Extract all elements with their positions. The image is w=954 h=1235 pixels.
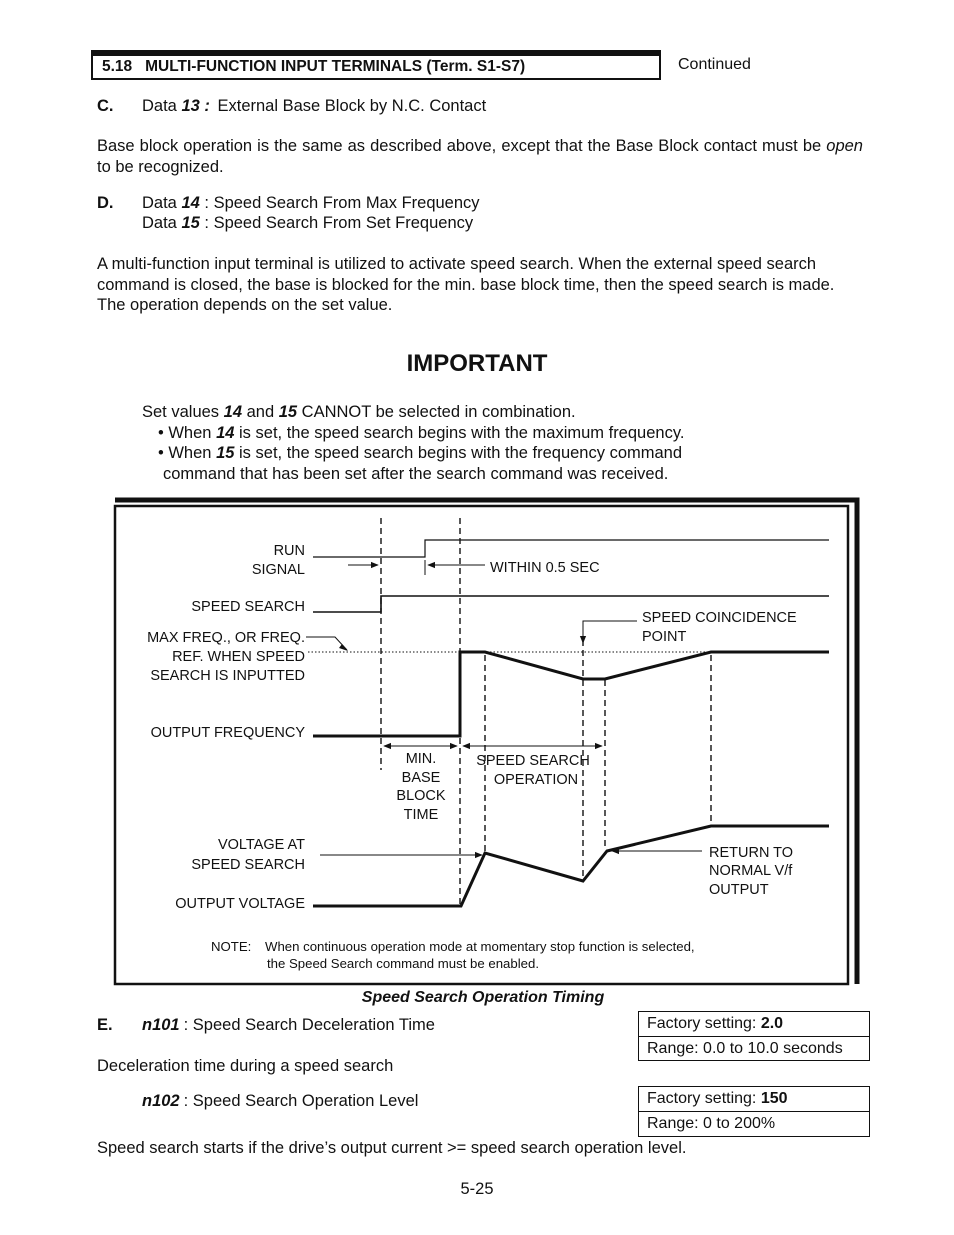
important-bullet-2 xyxy=(158,443,682,464)
section-title: 5.18 MULTI-FUNCTION INPUT TERMINALS (Term. S1-S7) xyxy=(102,58,526,75)
important-bullet-2-cont: command that has been set after the search command was received. xyxy=(163,465,669,483)
para-text-end: to be recognized. xyxy=(97,157,224,176)
value: 14 xyxy=(216,424,235,442)
text: • When xyxy=(158,424,212,442)
return-label-3: OUTPUT xyxy=(709,882,769,898)
note-line-1: When continuous operation mode at momentary stop function is selected, xyxy=(265,939,695,954)
n101-description: Deceleration time during a speed search xyxy=(97,1057,394,1075)
para-text: Base block operation is the same as described above, except that the Base Block contact must be xyxy=(97,137,822,155)
min-bb-label-1: MIN. xyxy=(405,751,437,767)
min-bb-label-2: BASE xyxy=(401,770,441,786)
important-bullet-1 xyxy=(158,423,684,444)
coincidence-label-1: SPEED COINCIDENCE xyxy=(642,610,797,626)
n101-heading xyxy=(142,1015,435,1036)
output-voltage-label: OUTPUT VOLTAGE xyxy=(175,896,305,912)
param-code: n101 xyxy=(142,1016,180,1034)
para-italic: open xyxy=(826,137,863,155)
run-label-2: SIGNAL xyxy=(251,562,305,578)
section-e-letter: E. xyxy=(97,1016,113,1034)
data-word: Data xyxy=(142,194,177,212)
section-d-letter: D. xyxy=(97,194,114,212)
value: 14 xyxy=(223,403,242,421)
return-label-2: NORMAL V/f xyxy=(709,863,793,879)
section-c-title: External Base Block by N.C. Contact xyxy=(217,97,487,115)
text: Set values xyxy=(142,403,220,421)
ss-op-label-1: SPEED SEARCH xyxy=(476,753,590,769)
factory-label: Factory setting: xyxy=(647,1090,757,1107)
coincidence-label-2: POINT xyxy=(642,629,687,645)
param-title: : Speed Search Operation Level xyxy=(183,1092,419,1110)
n102-factory-row xyxy=(639,1087,869,1111)
max-freq-label-3: SEARCH IS INPUTTED xyxy=(150,668,305,684)
min-bb-label-4: TIME xyxy=(403,807,439,823)
page-number: 5-25 xyxy=(460,1180,494,1198)
n101-setting-box xyxy=(638,1011,870,1061)
within-label: WITHIN 0.5 SEC xyxy=(490,560,600,576)
timing-guides xyxy=(381,518,711,905)
continued-label: Continued xyxy=(678,56,751,73)
run-label-1: RUN xyxy=(273,543,305,559)
section-d-line-2 xyxy=(142,213,473,234)
voltage-at-label-1: VOLTAGE AT xyxy=(217,837,305,853)
text: CANNOT be selected in combination. xyxy=(301,403,576,421)
n101-range-row: Range: 0.0 to 10.0 seconds xyxy=(639,1036,869,1060)
n102-setting-box xyxy=(638,1086,870,1137)
data-word: Data xyxy=(142,214,177,232)
important-line-1 xyxy=(142,402,576,423)
section-d-line-1 xyxy=(142,193,480,214)
return-label-1: RETURN TO xyxy=(709,845,794,861)
n101-factory-row xyxy=(639,1012,869,1036)
n102-description: Speed search starts if the drive’s output current >= speed search operation level. xyxy=(97,1139,687,1157)
value: 15 xyxy=(216,444,235,462)
note-line-2: the Speed Search command must be enabled. xyxy=(267,956,539,971)
text: and xyxy=(246,403,275,421)
data-word: Data xyxy=(142,97,177,115)
note-label: NOTE: xyxy=(211,939,252,954)
output-frequency-label: OUTPUT FREQUENCY xyxy=(150,725,305,741)
min-bb-label-3: BLOCK xyxy=(396,788,446,804)
param-title: : Speed Search Deceleration Time xyxy=(183,1016,435,1034)
data-value: 13 : xyxy=(181,97,210,115)
coincidence-pointer xyxy=(583,621,637,643)
voltage-at-label-2: SPEED SEARCH xyxy=(191,857,305,873)
data-text: : Speed Search From Set Frequency xyxy=(204,214,474,232)
param-code: n102 xyxy=(142,1092,180,1110)
section-c-heading xyxy=(142,96,486,117)
run-signal-trace xyxy=(313,540,829,557)
factory-label: Factory setting: xyxy=(647,1015,757,1032)
important-heading: IMPORTANT xyxy=(406,350,548,377)
section-c-letter: C. xyxy=(97,97,114,115)
n102-range-row: Range: 0 to 200% xyxy=(639,1111,869,1135)
section-d-paragraph: A multi-function input terminal is utilized to activate speed search. When the external speed search command is closed, the base is blocked for the min. base block time, then the speed search is made. The operation depends on the set value. xyxy=(97,255,835,314)
data-text: : Speed Search From Max Frequency xyxy=(204,194,480,212)
text: is set, the speed search begins with the maximum frequency. xyxy=(239,424,685,442)
ss-op-label-2: OPERATION xyxy=(493,772,579,788)
speed-search-timing-diagram xyxy=(113,497,860,990)
data-value: 14 xyxy=(181,194,200,212)
text: is set, the speed search begins with the frequency command xyxy=(239,444,683,462)
max-freq-label-2: REF. WHEN SPEED xyxy=(172,649,305,665)
data-value: 15 xyxy=(181,214,200,232)
output-frequency-trace xyxy=(313,652,829,736)
n102-heading xyxy=(142,1091,418,1112)
diagram-caption: Speed Search Operation Timing xyxy=(361,989,605,1006)
factory-value: 2.0 xyxy=(760,1015,784,1032)
value: 15 xyxy=(278,403,298,421)
section-c-paragraph xyxy=(97,136,863,177)
diagram-frame xyxy=(115,506,848,984)
factory-value: 150 xyxy=(760,1090,788,1107)
max-freq-pointer-head xyxy=(339,644,348,651)
max-freq-label-1: MAX FREQ., OR FREQ. xyxy=(147,630,305,646)
speed-search-label: SPEED SEARCH xyxy=(191,599,305,615)
text: • When xyxy=(158,444,212,462)
